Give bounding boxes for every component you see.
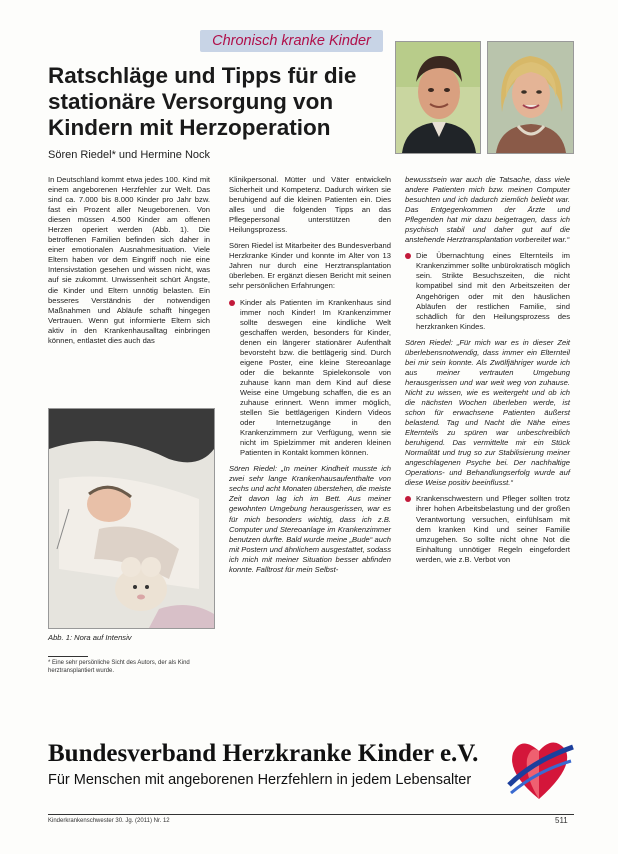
page-number: 511 [555,816,568,825]
bullet-icon [405,253,411,259]
quote-1: Sören Riedel: „In meiner Kindheit musste ich zwei sehr lange Krankenhausaufenthalte von sechs und acht Monaten überstehen, die meiste Zeit davon lag ich im Bett. Aus meiner gewohnten Umgebung herausgerissen, war es für mich besonders wichtig, dass ich z.B. Computer und Stereoanlage im Krankenzimmer benutzen durfte. Bald wurde meine „Bude“ auch mit Postern und ähnlichem ausgestattet, sodass ich mich mit meiner Situation besser abfinden konnte. Falltrost für mein Selbst- [229,464,391,574]
tip-bullet-3-text: Krankenschwestern und Pfleger sollten trotz ihrer hohen Arbeitsbelastung und der großen Verantwortung versuchen, einfühlsam mit dem kranken Kind und seiner Familie umzugehen. So sollte nicht ohne Not die Einhaltung unnötiger Regeln eingefordert werden, wie z.B. Verbot von [416,494,570,564]
col2-paragraph-1: Klinikpersonal. Mütter und Väter entwickeln Sicherheit und Kompetenz. Dadurch wirken sie beruhigend auf die kleinen Patienten ein. Dies alles und die folgenden Tipps an das Pflegepersonal unterstützen den Heilungsprozess. [229,175,391,235]
heart-logo-icon [503,733,575,805]
column-3-text [405,175,570,571]
article-title: Ratschläge und Tipps für die stationäre Versorgung von Kindern mit Herzoperation [48,63,357,140]
column-2-text [229,175,391,581]
journal-reference: Kinderkrankenschwester 30. Jg. (2011) Nr. 12 [48,818,170,824]
quote-1-continued: bewusstsein war auch die Tatsache, dass viele andere Patienten mich bzw. meinen Computer besuchten und ich dadurch ziemlich beliebt war. Das Entgegenkommen der Ärzte und Pflegenden hat mir dazu beigetragen, dass ich psychisch stabil und daher gut auf die anstehende Herztransplantation vorbereitet war.“ [405,175,570,245]
footnote: * Eine sehr persönliche Sicht des Autors, der als Kind herztransplantiert wurde. [48,660,190,674]
section-label: Chronisch kranke Kinder [212,33,371,49]
column-1-text [48,175,210,352]
tip-bullet-2 [405,251,570,331]
section-banner [200,30,383,52]
tip-bullet-3 [405,494,570,564]
col2-paragraph-2: Sören Riedel ist Mitarbeiter des Bundesverband Herzkranke Kinder und konnte im Alter von 13 Jahren nur durch eine Herztransplantation überleben. Er ergänzt diesen Bericht mit seinen sehr persönlichen Erfahrungen: [229,241,391,291]
bullet-icon [229,300,235,306]
tip-bullet-2-text: Die Übernachtung eines Elternteils im Krankenzimmer sollte unbürokratisch möglich sein. Strikte Besuchszeiten, die nicht kompatibel sind mit den Arbeitszeiten der Angehörigen oder mit den häuslichen Abläufen der restlichen Familie, sind schädlich für den Heilungsprozess des herzkranken Kindes. [416,251,570,331]
quote-2: Sören Riedel: „Für mich war es in dieser Zeit überlebensnotwendig, dass immer ein Elternteil bei mir sein konnte. Als Zwölfjähriger wurde ich aus meiner vertrauten Umgebung herausgerissen und war weit weg von zuhause. Nicht zu wissen, wie es weitergeht und ob ich die nächsten Wochen überleben werde, ist schon für erwachsene Patienten äußerst belastend. Tag und Nacht die Nähe eines Elternteils zu spüren war unbeschreiblich beruhigend. Das vermittelte mir ein Stück Normalität und trug so zur Stabilisierung meiner angeschlagenen Psyche bei. Der nachhaltige Operations- und Behandlungserfolg wurde auf diese Weise positiv beeinflusst.“ [405,337,570,488]
author-photo-female [487,41,574,154]
bullet-icon [405,496,411,502]
tip-bullet-1 [229,298,391,459]
intro-paragraph: In Deutschland kommt etwa jedes 100. Kind mit einem angeborenen Herzfehler zur Welt. Das sind ca. 7.000 bis 8.000 Kinder pro Jahr bzw. fast ein Prozent aller Neugeborenen. Von diesen müssen 4.500 Kinder am offenen Herzen operiert werden (Abb. 1). Die betroffenen Familien befinden sich daher in einer emotionalen Ausnahmesituation. Viele Eltern haben vor dem Eingriff noch nie eine Intensivstation gesehen und wissen nicht, was auf sie zukommt. Unwissenheit schürt Ängste, die Kinder und Eltern unnötig belasten. Ein besseres Verständnis der notwendigen Maßnahmen und Abläufe schafft hingegen Vertrauen. Wenn gut informierte Eltern sich aktiv in den Krankenhausalltag einbringen können, entlastet dies auch das [48,175,210,345]
figure-photo [48,408,215,629]
tip-bullet-1-text: Kinder als Patienten im Krankenhaus sind immer noch Kinder! Im Krankenzimmer sollte deswegen eine kindliche Welt geschaffen werden, besonders für Kinder, denen ein längerer stationärer Aufenthalt bevorsteht bzw. die bettlägerig sind. Durch eigene Poster, eine kleine Stereoanlage oder die bekannte Spielekonsole von zuhause kann man dem Kind auf diese Weise eine Umgebung schaffen, die es an zuhause erinnert. Wenn immer möglich, stellen Sie bettlägerigen Kindern Videos oder Internetzugänge in den Krankenzimmern zur Verfügung, wenn sie nicht im Spielzimmer mit anderen kleinen Patienten in Kontakt kommen können. [240,297,391,458]
figure-caption: Abb. 1: Nora auf Intensiv [48,633,132,642]
page-footer-rule [48,814,574,815]
author-photo-male [395,41,481,154]
article-authors: Sören Riedel* und Hermine Nock [48,149,211,161]
footnote-rule [48,656,88,657]
org-name: Bundesverband Herzkranke Kinder e.V. [48,740,479,767]
org-tagline: Für Menschen mit angeborenen Herzfehlern in jedem Lebensalter [48,772,472,788]
